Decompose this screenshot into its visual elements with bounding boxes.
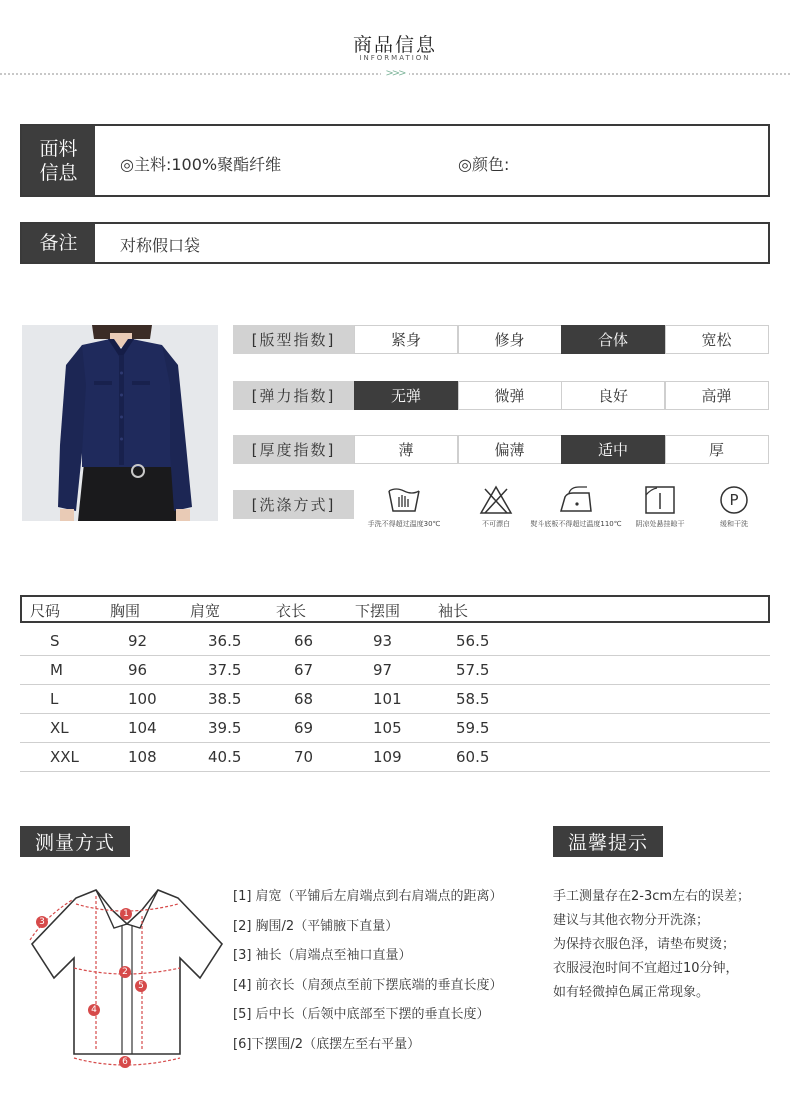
size-table-cell: 109	[373, 748, 402, 766]
dry-clean-letter: P	[729, 491, 739, 509]
index-option: 宽松	[665, 325, 769, 354]
tip-line: 手工测量存在2-3cm左右的误差；	[553, 889, 751, 904]
size-table-cell: 39.5	[208, 719, 242, 737]
size-table-row	[20, 656, 770, 685]
size-table-cell: 70	[294, 748, 314, 766]
index-option: 薄	[354, 435, 458, 464]
size-table-cell: S	[50, 632, 60, 650]
size-table-cell: 59.5	[456, 719, 490, 737]
index-option: 合体	[561, 325, 665, 354]
size-table-cell: 93	[373, 632, 393, 650]
index-label: [厚度指数]	[233, 435, 354, 464]
index-label: [版型指数]	[233, 325, 354, 354]
measure-line: [4] 前衣长（肩颈点至前下摆底端的垂直长度）	[233, 977, 503, 993]
size-table-cell: 96	[128, 661, 148, 679]
size-table-cell: XL	[50, 719, 69, 737]
size-table-col-header: 胸围	[110, 602, 141, 620]
size-table-col-header: 肩宽	[190, 602, 221, 620]
index-option: 修身	[458, 325, 562, 354]
size-table-cell: 58.5	[456, 690, 490, 708]
measure-line: [5] 后中长（后领中底部至下摆的垂直长度）	[233, 1007, 490, 1022]
wash-caption: 阴凉处悬挂晾干	[635, 520, 685, 528]
size-table-col-header: 下摆围	[355, 602, 401, 620]
washing-label: [洗涤方式]	[233, 490, 354, 519]
size-table-cell: 67	[294, 661, 314, 679]
hang-dry-icon	[638, 484, 682, 516]
size-table-cell: 60.5	[456, 748, 490, 766]
size-table-cell: 37.5	[208, 661, 242, 679]
wash-caption: 手洗不得超过温度30℃	[367, 520, 441, 528]
remark-box	[20, 222, 770, 264]
fabric-material: ◎主料:100%聚酯纤维	[120, 155, 282, 174]
measure-line: [2] 胸围/2（平铺腋下直量）	[233, 918, 399, 934]
index-option: 厚	[665, 435, 769, 464]
size-table-cell: 40.5	[208, 748, 242, 766]
size-table-cell: 104	[128, 719, 157, 737]
remark-label: 备注	[22, 224, 95, 262]
size-table-cell: 36.5	[208, 632, 242, 650]
page-subtitle: INFORMATION	[359, 54, 431, 62]
size-table-row	[20, 685, 770, 714]
measure-diagram	[24, 876, 224, 1076]
measure-marker: 5	[135, 980, 147, 992]
iron-icon	[554, 484, 598, 516]
size-table-cell: 68	[294, 690, 314, 708]
fabric-info-label: 面料 信息	[22, 126, 95, 195]
size-table-cell: 66	[294, 632, 314, 650]
size-table-cell: L	[50, 690, 59, 708]
dry-clean-icon	[712, 484, 756, 516]
fabric-color: ◎颜色:	[458, 155, 510, 174]
index-option: 适中	[561, 435, 665, 464]
size-table-cell: 56.5	[456, 632, 490, 650]
measure-title: 测量方式	[20, 826, 130, 857]
tip-line: 为保持衣服色泽，请垫布熨烫；	[553, 937, 736, 952]
measure-marker: 4	[88, 1004, 100, 1016]
index-option: 无弹	[354, 381, 458, 410]
size-table-col-header: 袖长	[438, 602, 469, 620]
index-option: 微弹	[458, 381, 562, 410]
size-table-cell: 101	[373, 690, 402, 708]
measure-line: [3] 袖长（肩端点至袖口直量）	[233, 948, 412, 963]
tip-line: 衣服浸泡时间不宜超过10分钟，	[553, 961, 739, 976]
page-title: 商品信息	[352, 34, 437, 56]
size-table-col-header: 衣长	[276, 602, 307, 620]
size-table-row	[20, 627, 770, 656]
no-bleach-icon	[474, 484, 518, 516]
tip-line: 建议与其他衣物分开洗涤；	[553, 913, 710, 928]
size-table-cell: 38.5	[208, 690, 242, 708]
measure-line: [6]下摆围/2（底摆左至右平量）	[233, 1036, 421, 1052]
shirt-image	[22, 325, 218, 521]
hand-wash-icon	[382, 484, 426, 516]
measure-marker: 1	[120, 908, 132, 920]
size-table-cell: 69	[294, 719, 314, 737]
tip-line: 如有轻微掉色属正常现象。	[553, 985, 710, 1000]
measure-line: [1] 肩宽（平铺后左肩端点到右肩端点的距离）	[233, 889, 503, 904]
size-table-cell: 108	[128, 748, 157, 766]
measure-marker: 2	[119, 966, 131, 978]
size-table-cell: 105	[373, 719, 402, 737]
size-table-cell: 100	[128, 690, 157, 708]
size-table-cell: 97	[373, 661, 393, 679]
size-table-cell: 92	[128, 632, 148, 650]
index-option: 良好	[561, 381, 665, 410]
size-table-row	[20, 714, 770, 743]
size-table-row	[20, 743, 770, 772]
size-table-header	[20, 595, 770, 623]
fabric-info-box	[20, 124, 770, 197]
wash-caption: 熨斗底板不得超过温度110℃	[530, 520, 622, 528]
remark-text: 对称假口袋	[120, 236, 201, 255]
measure-marker: 3	[36, 916, 48, 928]
size-table-col-header: 尺码	[30, 602, 61, 620]
wash-caption: 不可漂白	[482, 520, 510, 528]
wash-caption: 缓和干洗	[720, 520, 748, 528]
size-table-cell: M	[50, 661, 63, 679]
index-option: 高弹	[665, 381, 769, 410]
product-photo	[22, 325, 218, 521]
tips-title: 温馨提示	[553, 826, 663, 857]
measure-marker: 6	[119, 1056, 131, 1068]
index-option: 紧身	[354, 325, 458, 354]
size-table-cell: XXL	[50, 748, 79, 766]
size-table-cell: 57.5	[456, 661, 490, 679]
chevron-icon: >>>	[0, 68, 790, 79]
index-option: 偏薄	[458, 435, 562, 464]
index-label: [弹力指数]	[233, 381, 354, 410]
